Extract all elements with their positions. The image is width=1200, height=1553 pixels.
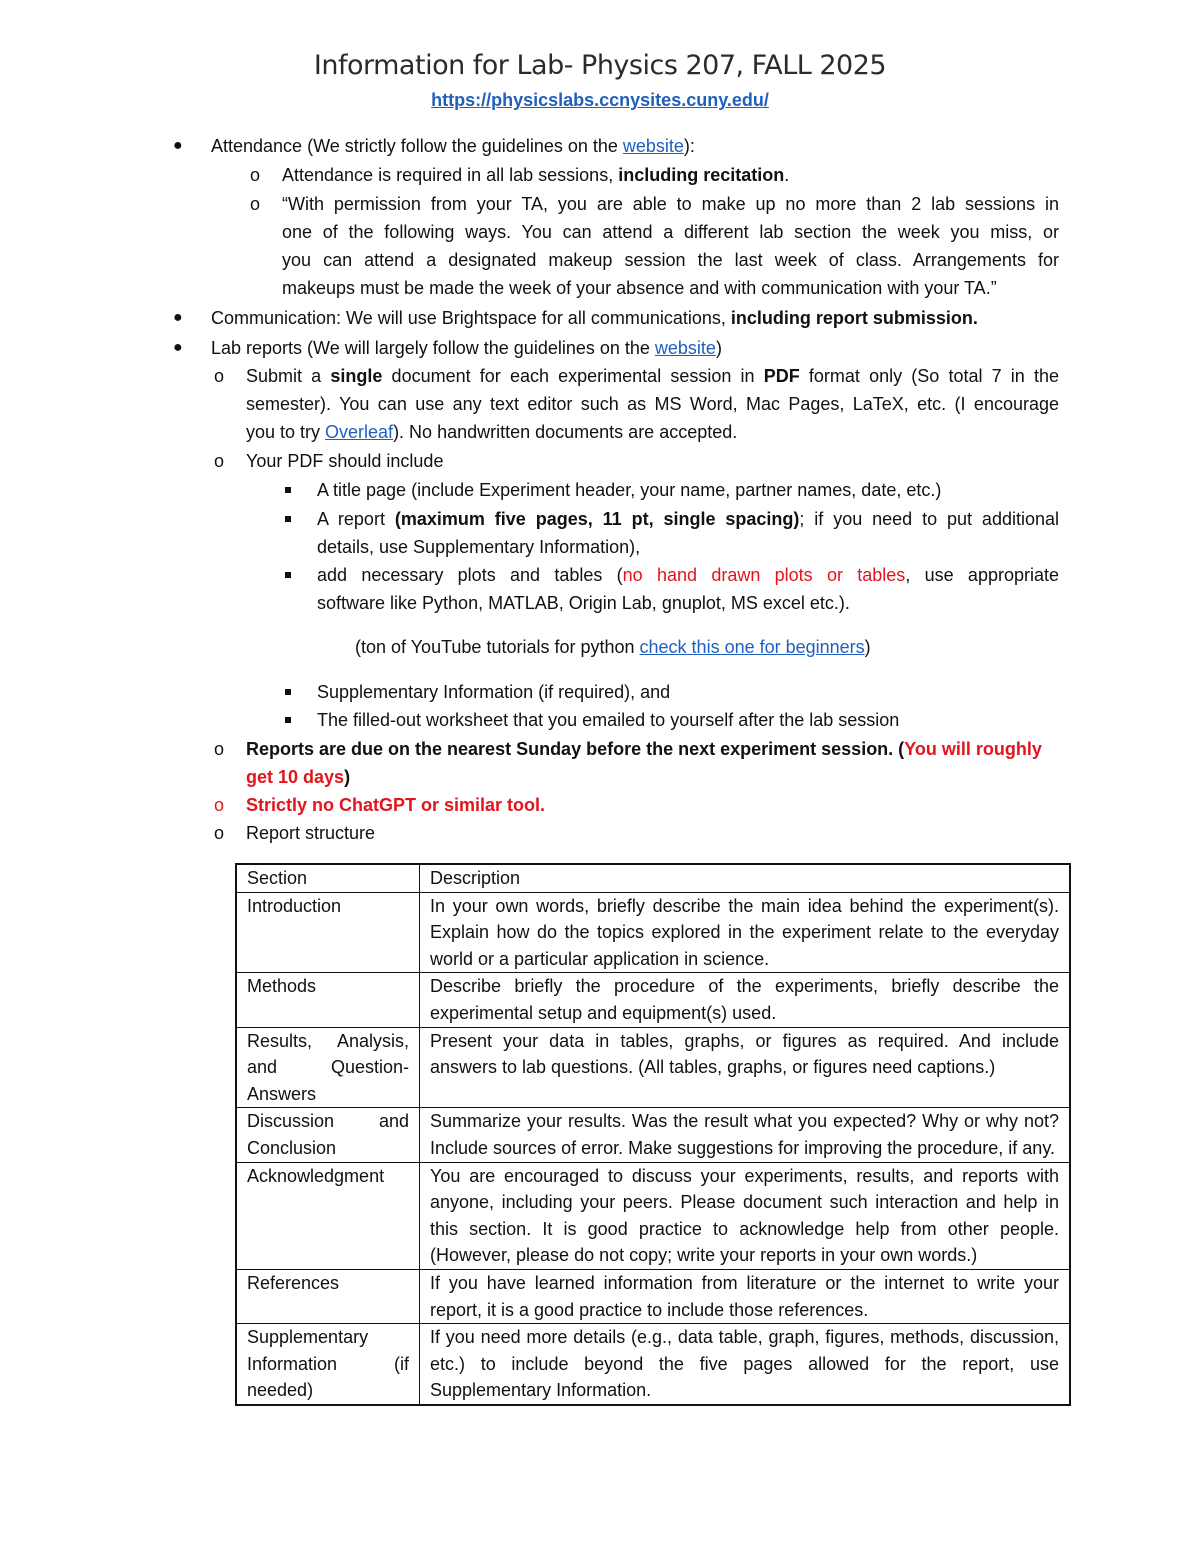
due-b: ) <box>344 767 351 787</box>
row-section: Supplementary Information (if needed) <box>236 1324 420 1405</box>
item-supplementary: Supplementary Information (if required), and <box>317 682 671 702</box>
row-description: If you need more details (e.g., data table, graph, figures, methods, discussion, etc.) to include beyond the five pages allowed for the report, use Supplementary Information. <box>420 1324 1071 1405</box>
due-red-1: You will roughly <box>904 739 1042 759</box>
row-description: Present your data in tables, graphs, or figures as required. And include answers to lab questions. (All tables, graphs, or figures need captions.) <box>420 1027 1071 1108</box>
course-url-anchor[interactable]: https://physicslabs.ccnysites.cuny.edu/ <box>431 90 769 110</box>
overleaf-link[interactable]: Overleaf <box>325 422 394 442</box>
due-line-2 <box>246 763 350 791</box>
communication-bold: including report submission. <box>730 308 978 328</box>
report-structure-table <box>235 863 1071 1406</box>
submit-single: single <box>330 366 383 386</box>
attendance-item <box>211 132 695 160</box>
lab-reports-tail: ) <box>715 338 722 358</box>
report-b: (maximum five pages, 11 pt, single spacing) <box>394 509 800 529</box>
submit-line-3 <box>246 418 737 446</box>
due-line-1 <box>246 735 1042 763</box>
submit-l3-b: ). No handwritten documents are accepted. <box>393 422 738 442</box>
yt-a: (ton of YouTube tutorials for python <box>355 637 640 657</box>
circle-bullet-icon: o <box>214 795 225 815</box>
quote-line-1: “With permission from your TA, you are able to make up no more than 2 lab sessions in <box>282 194 1059 214</box>
plots-a: add necessary plots and tables ( <box>317 565 623 585</box>
lab-reports-lead: Lab reports (We will largely follow the guidelines on the <box>211 338 655 358</box>
table-row <box>236 892 1070 973</box>
circle-bullet-icon: o <box>214 451 225 471</box>
bullet-icon: ● <box>173 339 183 356</box>
submit-e: format only (So total 7 in the <box>799 366 1059 386</box>
lab-reports-item <box>211 334 722 362</box>
plots-b: , use appropriate <box>905 565 1059 585</box>
pdf-include-heading: Your PDF should include <box>246 451 444 471</box>
submit-l3-a: you to try <box>246 422 326 442</box>
attendance-required-text: Attendance is required in all lab sessions, <box>282 165 619 185</box>
item-plots-line-2: software like Python, MATLAB, Origin Lab, gnuplot, MS excel etc.). <box>317 593 850 613</box>
quote-line-3: you can attend a designated makeup session the last week of class. Arrangements for <box>282 250 1059 270</box>
communication-item <box>211 304 978 332</box>
due-a: Reports are due on the nearest Sunday before the next experiment session. ( <box>246 739 905 759</box>
attendance-recitation: including recitation <box>618 165 785 185</box>
course-url-link[interactable] <box>0 90 1200 111</box>
submit-line-1 <box>246 362 1059 390</box>
attendance-website-link[interactable]: website <box>622 136 684 156</box>
bullet-icon: ● <box>173 309 183 326</box>
item-title-page: A title page (include Experiment header, your name, partner names, date, etc.) <box>317 480 942 500</box>
table-row <box>236 1269 1070 1323</box>
submit-pdf: PDF <box>763 366 800 386</box>
report-structure-heading: Report structure <box>246 823 376 843</box>
submit-c: document for each experimental session in <box>382 366 764 386</box>
yt-b: ) <box>864 637 871 657</box>
row-section: Methods <box>236 973 420 1027</box>
attendance-lead: Attendance (We strictly follow the guidelines on the <box>211 136 623 156</box>
item-worksheet: The filled-out worksheet that you emailed to yourself after the lab session <box>317 710 900 730</box>
circle-bullet-icon: o <box>214 823 225 843</box>
circle-bullet-icon: o <box>214 739 225 759</box>
row-section: Results, Analysis, and Question-Answers <box>236 1027 420 1108</box>
attendance-required <box>282 161 789 189</box>
circle-bullet-icon: o <box>250 165 261 185</box>
table-row <box>236 973 1070 1027</box>
plots-red: no hand drawn plots or tables <box>622 565 906 585</box>
row-description: If you have learned information from literature or the internet to write your report, it is a good practice to include those references. <box>420 1269 1071 1323</box>
table-row <box>236 1324 1070 1405</box>
table-row <box>236 1027 1070 1108</box>
quote-line-4: makeups must be made the week of your absence and with communication with your TA.” <box>282 278 997 298</box>
submit-line-2: semester). You can use any text editor such as MS Word, Mac Pages, LaTeX, etc. (I encourage <box>246 394 1059 414</box>
submit-a: Submit a <box>246 366 331 386</box>
table-row <box>236 1162 1070 1269</box>
due-red-2: get 10 days <box>246 767 345 787</box>
youtube-beginners-link[interactable]: check this one for beginners <box>639 637 865 657</box>
square-bullet-icon <box>285 717 291 723</box>
row-description: In your own words, briefly describe the main idea behind the experiment(s). Explain how do the topics explored in the experiment relate to the everyday world or a particular application in science. <box>420 892 1071 973</box>
square-bullet-icon <box>285 572 291 578</box>
square-bullet-icon <box>285 487 291 493</box>
row-section: Acknowledgment <box>236 1162 420 1269</box>
row-description: You are encouraged to discuss your experiments, results, and reports with anyone, including your peers. Please document such interaction and help in this section. It is good practice to acknowledge help from other people. (However, please do not copy; write your reports in your own words.) <box>420 1162 1071 1269</box>
row-description: Describe briefly the procedure of the experiments, briefly describe the experimental setup and equipment(s) used. <box>420 973 1071 1027</box>
report-a: A report <box>317 509 395 529</box>
table-header-row <box>236 864 1070 892</box>
header-section: Section <box>236 864 420 892</box>
no-chatgpt-warning: Strictly no ChatGPT or similar tool. <box>246 795 546 815</box>
square-bullet-icon <box>285 689 291 695</box>
table-row <box>236 1108 1070 1162</box>
circle-bullet-icon: o <box>214 366 225 386</box>
header-description: Description <box>420 864 1071 892</box>
attendance-tail: ): <box>683 136 695 156</box>
report-c: ; if you need to put additional <box>799 509 1059 529</box>
quote-line-2: one of the following ways. You can attend a different lab section the week you miss, or <box>282 222 1059 242</box>
attendance-period: . <box>784 165 790 185</box>
row-description: Summarize your results. Was the result what you expected? Why or why not? Include sources of error. Make suggestions for improving the procedure, if any. <box>420 1108 1071 1162</box>
bullet-icon: ● <box>173 137 183 154</box>
square-bullet-icon <box>285 516 291 522</box>
youtube-note <box>355 633 871 661</box>
communication-text: Communication: We will use Brightspace for all communications, <box>211 308 731 328</box>
item-plots-line-1 <box>317 561 1059 589</box>
circle-bullet-icon: o <box>250 194 261 214</box>
lab-reports-website-link[interactable]: website <box>654 338 716 358</box>
row-section: References <box>236 1269 420 1323</box>
page-title: Information for Lab- Physics 207, FALL 2025 <box>313 50 887 81</box>
row-section: Introduction <box>236 892 420 973</box>
item-report-line-2: details, use Supplementary Information), <box>317 537 641 557</box>
row-section: Discussion and Conclusion <box>236 1108 420 1162</box>
item-report-line-1 <box>317 505 1059 533</box>
